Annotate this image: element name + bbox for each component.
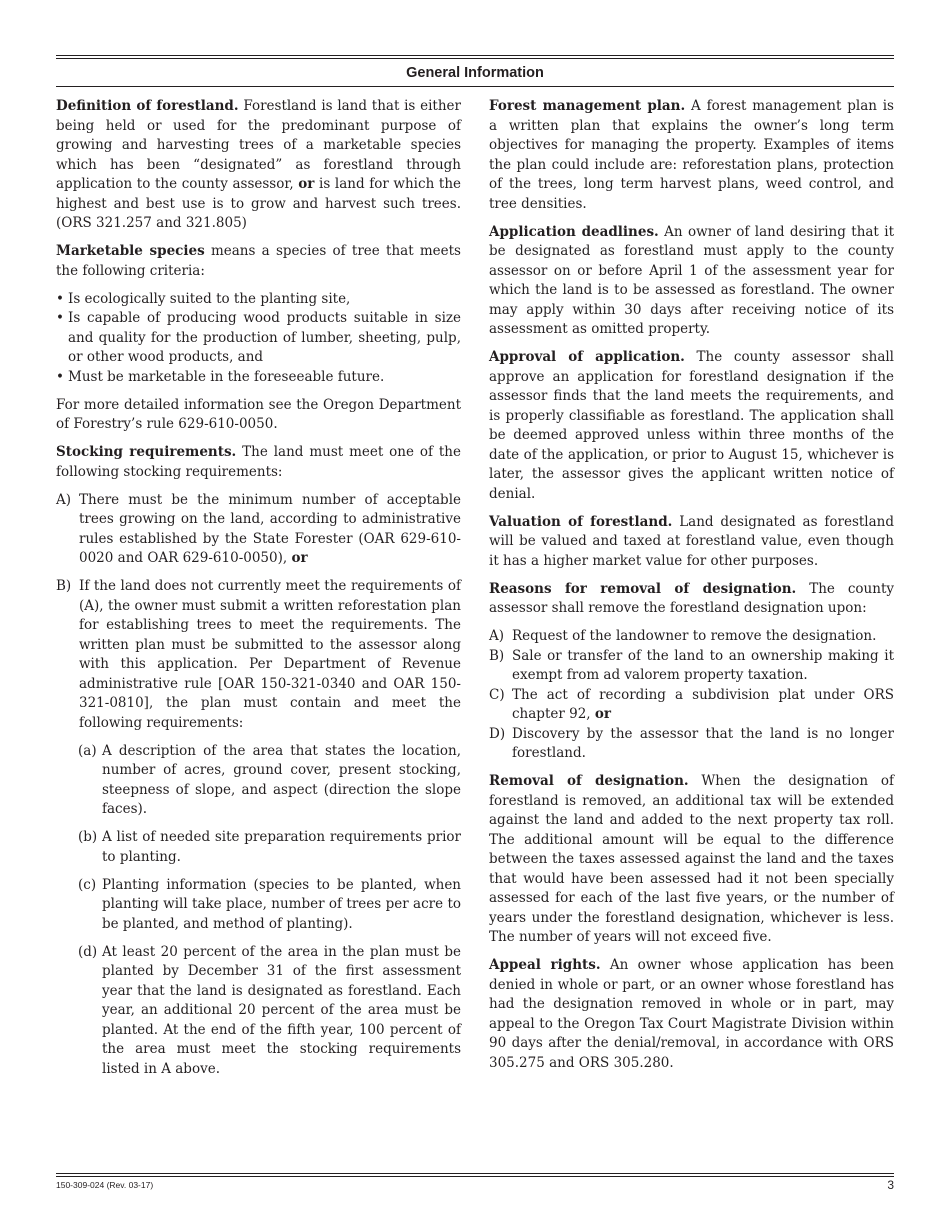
requirement-b: (b) A list of needed site preparation requirements prior to planting.	[78, 829, 461, 865]
form-number: 150-309-024 (Rev. 03-17)	[56, 1180, 154, 1190]
page-number: 3	[887, 1178, 894, 1192]
removal-heading: Removal of designation.	[489, 773, 689, 789]
removal-reason-d: D) Discovery by the assessor that the land is no longer forestland.	[489, 725, 894, 761]
removal-reason-b: B) Sale or transfer of the land to an ownership making it exempt from ad valorem property taxation.	[489, 647, 894, 683]
stocking-item-b: B) If the land does not currently meet the requirements of (A), the owner must submit a written reforestation plan for establishing trees to meet the requirements. The written plan must be submitted to the assessor along with this application. Per Department of Revenue administrative rule [OAR 150-321-0340 and OAR 150-321-0810], the plan must contain and meet the following requirements:	[56, 578, 461, 731]
left-column	[56, 97, 461, 1088]
valuation-paragraph: Valuation of forestland. Land designated as forestland will be valued and taxed at forestland value, even though it has a higher market value for other purposes.	[489, 513, 894, 569]
reasons-paragraph: Reasons for removal of designation. The county assessor shall remove the forestland designation upon:	[489, 580, 894, 616]
right-column	[489, 97, 894, 1082]
stocking-item-a: A) There must be the minimum number of acceptable trees growing on the land, according to administrative rules established by the State Forester (OAR 629-610-0020 and OAR 629-610-0050), or	[56, 491, 461, 566]
approval-paragraph: Approval of application. The county assessor shall approve an application for forestland designation if the assessor finds that the land meets the requirements, and is properly classifiable as forestland. The application shall be deemed approved unless within three months of the date of the application, or prior to August 15, whichever is later, the assessor gives the applicant written notice of denial.	[489, 349, 895, 502]
marketable-paragraph: Marketable species means a species of tree that meets the following criteria:	[56, 243, 461, 279]
approval-heading: Approval of application.	[489, 349, 685, 365]
appeal-heading: Appeal rights.	[489, 957, 601, 973]
removal-reason-a: A) Request of the landowner to remove the designation.	[489, 628, 877, 644]
footer-rule-double	[56, 1176, 894, 1177]
footer-rule	[56, 1173, 894, 1174]
appeal-paragraph: Appeal rights. An owner whose application has been denied in whole or part, or an owner whose forestland has had the designation removed in whole or in part, may appeal to the Oregon Tax Court Magistrate Division within 90 days after the denial/removal, in accordance with ORS 305.275 and ORS 305.280.	[489, 957, 894, 1071]
section-title: General Information	[406, 65, 544, 81]
deadlines-heading: Application deadlines.	[489, 223, 659, 240]
definition-paragraph: Definition of forestland. Forestland is land that is either being held or used for the predominant purpose of growing and harvesting trees of a marketable species which has been “designated” as forestland through application to the county assessor, or is land for which the highest and best use is to grow and harvest such trees. (ORS 321.257 and 321.805)	[56, 98, 462, 231]
removal-reason-c: C) The act of recording a subdivision plat under ORS chapter 92, or	[489, 686, 894, 722]
top-rule	[56, 55, 894, 56]
requirement-d: (d) At least 20 percent of the area in the plan must be planted by December 31 of the first assessment year that the land is designated as forestland. Each year, an additional 20 percent of the area must be planted. At the end of the fifth year, 100 percent of the area must meet the stocking requirements listed in A above.	[78, 943, 461, 1077]
deadlines-paragraph: Application deadlines. An owner of land desiring that it be designated as forestland must apply to the county assessor on or before April 1 of the assessment year for which the land is to be assessed as forestland. The owner may apply within 30 days after receiving notice of its assessment as omitted property.	[489, 223, 895, 337]
list-item: • Is ecologically suited to the planting site,	[56, 290, 461, 310]
list-item: • Must be marketable in the foreseeable future.	[56, 368, 461, 388]
definition-heading: Definition of forestland.	[56, 98, 239, 114]
stocking-paragraph: Stocking requirements. The land must meet one of the following stocking requirements:	[56, 444, 461, 480]
valuation-heading: Valuation of forestland.	[489, 513, 673, 530]
top-rule-double	[56, 58, 894, 59]
marketable-heading: Marketable species	[56, 243, 205, 259]
stocking-heading: Stocking requirements.	[56, 444, 237, 460]
requirement-a: (a) A description of the area that states the location, number of acres, ground cover, present stocking, steepness of slope, and aspect (direction the slope faces).	[78, 742, 461, 817]
reasons-heading: Reasons for removal of designation.	[489, 580, 797, 597]
marketable-criteria-list	[56, 290, 461, 388]
management-paragraph: Forest management plan. A forest management plan is a written plan that explains the owner’s long term objectives for managing the property. Examples of items the plan could include are: reforestation plans, protection of the trees, long term harvest plans, weed control, and tree densities.	[489, 98, 894, 212]
header-underline	[56, 86, 894, 87]
management-heading: Forest management plan.	[489, 98, 686, 114]
requirement-c: (c) Planting information (species to be planted, when planting will take place, number of trees per acre to be planted, and method of planting).	[78, 876, 461, 932]
removal-paragraph: Removal of designation. When the designation of forestland is removed, an additional tax will be extended against the land and added to the next property tax roll. The additional amount will be equal to the difference between the taxes assessed against the land and the taxes that would have been assessed had it not been specially assessed for each of the last five years, or the number of years under the forestland designation, whichever is less. The number of years will not exceed five.	[489, 773, 894, 945]
list-item: • Is capable of producing wood products suitable in size and quality for the production of lumber, sheeting, pulp, or other wood products, and	[56, 309, 461, 368]
more-info-paragraph: For more detailed information see the Oregon Department of Forestry’s rule 629-610-0050.	[56, 396, 461, 432]
